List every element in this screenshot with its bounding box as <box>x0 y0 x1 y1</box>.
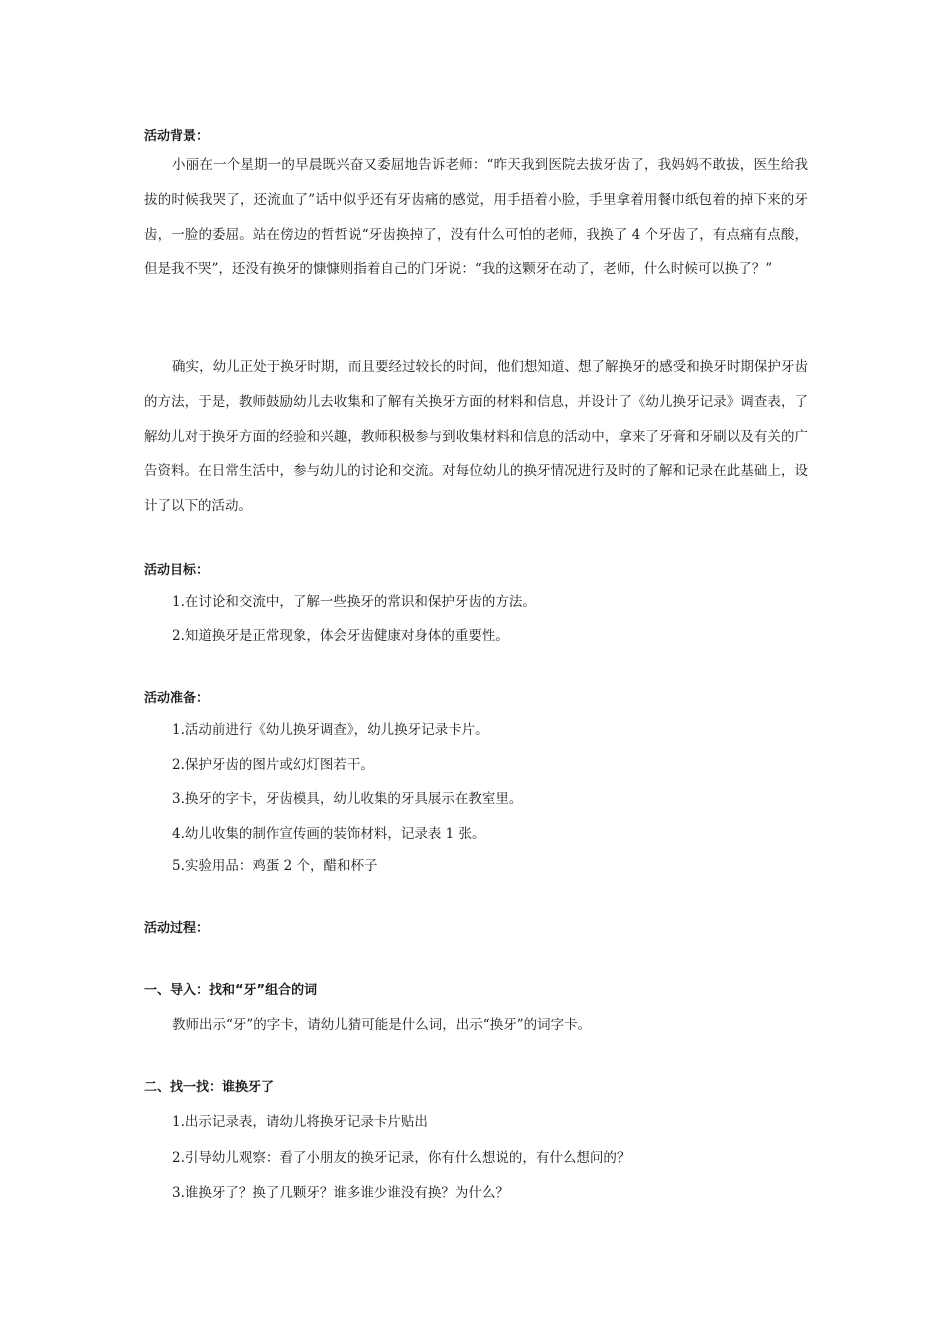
step2-item-3: 3.谁换牙了？换了几颗牙？谁多谁少谁没有换？为什么？ <box>172 1185 509 1201</box>
prep-item-4: 4.幼儿收集的制作宣传画的装饰材料，记录表 1 张。 <box>172 826 486 842</box>
background-paragraph-1: 小丽在一个星期一的早晨既兴奋又委屈地告诉老师：“昨天我到医院去拔牙齿了，我妈妈不敢拔，医生给我拔的时候我哭了，还流血了”话中似乎还有牙齿痛的感觉，用手捂着小脸，手里拿着用餐巾纸包着的掉下来的牙齿，一脸的委屈。站在傍边的哲哲说“牙齿换掉了，没有什么可怕的老师，我换了 4 个牙齿了，有点痛有点酸，但是我不哭”，还没有换牙的慷慷则指着自己的门牙说：“我的这颗牙在动了，老师，什么时候可以换了？” <box>144 157 808 278</box>
step2-item-1: 1.出示记录表，请幼儿将换牙记录卡片贴出 <box>172 1114 428 1130</box>
background-heading: 活动背景： <box>144 129 210 144</box>
background-paragraph-2: 确实，幼儿正处于换牙时期，而且要经过较长的时间，他们想知道、想了解换牙的感受和换牙时期保护牙齿的方法，于是，教师鼓励幼儿去收集和了解有关换牙方面的材料和信息，并设计了《幼儿换牙记录》调查表，了解幼儿对于换牙方面的经验和兴趣，教师积极参与到收集材料和信息的活动中，拿来了牙膏和牙刷以及有关的广告资料。在日常生活中，参与幼儿的讨论和交流。对每位幼儿的换牙情况进行及时的了解和记录在此基础上，设计了以下的活动。 <box>144 359 808 515</box>
goals-heading: 活动目标： <box>144 563 210 578</box>
step1-title: 一、导入：找和“牙”组合的词 <box>144 983 318 998</box>
step1-text: 教师出示“牙”的字卡，请幼儿猜可能是什么词，出示“换牙”的词字卡。 <box>172 1017 592 1033</box>
step2-item-2: 2.引导幼儿观察：看了小朋友的换牙记录，你有什么想说的，有什么想问的？ <box>172 1150 631 1166</box>
prep-item-5: 5.实验用品：鸡蛋 2 个，醋和杯子 <box>172 858 378 874</box>
prep-item-3: 3.换牙的字卡，牙齿模具，幼儿收集的牙具展示在教室里。 <box>172 791 523 807</box>
goals-item-1: 1.在讨论和交流中，了解一些换牙的常识和保护牙齿的方法。 <box>172 594 536 610</box>
prep-heading: 活动准备： <box>144 691 210 706</box>
step2-title: 二、找一找：谁换牙了 <box>144 1080 275 1095</box>
goals-item-2: 2.知道换牙是正常现象，体会牙齿健康对身体的重要性。 <box>172 628 509 644</box>
prep-item-2: 2.保护牙齿的图片或幻灯图若干。 <box>172 757 374 773</box>
process-heading: 活动过程： <box>144 921 210 936</box>
prep-item-1: 1.活动前进行《幼儿换牙调查》，幼儿换牙记录卡片。 <box>172 722 489 738</box>
